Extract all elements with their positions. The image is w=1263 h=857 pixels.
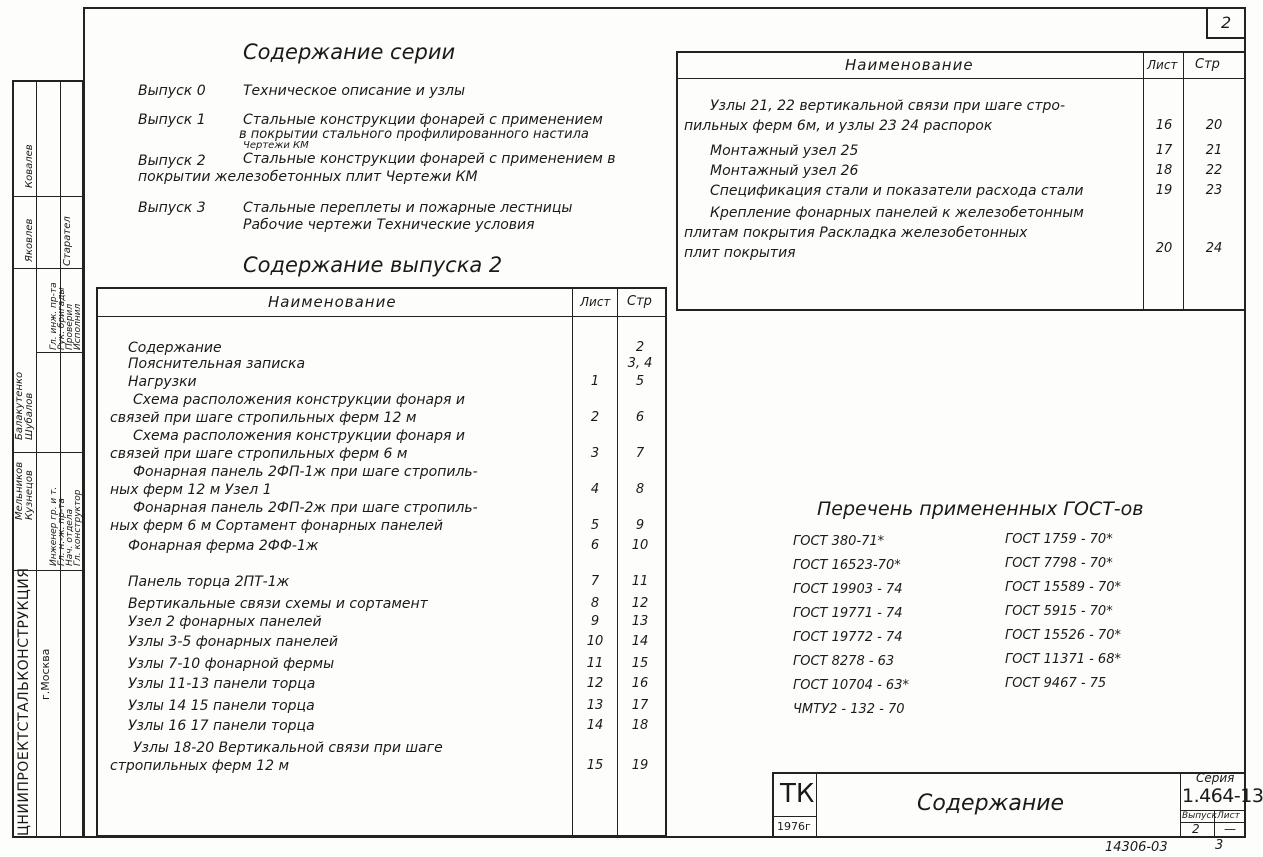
issue-row-text: Узлы 7-10 фонарной фермы bbox=[128, 656, 335, 672]
gost-item: ГОСТ 16523-70* bbox=[793, 558, 901, 573]
side-role: Рук. бригады bbox=[57, 287, 67, 350]
right-row-text: Монтажный узел 26 bbox=[710, 163, 859, 179]
issue-row-page: 12 bbox=[631, 596, 649, 611]
issue-row-page: 18 bbox=[631, 718, 649, 733]
gost-item: ГОСТ 19771 - 74 bbox=[793, 606, 903, 621]
issue-row-sheet: 4 bbox=[590, 482, 600, 497]
issue-row-page: 19 bbox=[631, 758, 649, 773]
series-vol-text: Техническое описание и узлы bbox=[243, 83, 466, 99]
right-row-text: плитам покрытия Раскладка железобетонных bbox=[684, 225, 1028, 241]
series-vol-label: Выпуск 0 bbox=[138, 83, 206, 99]
right-row-text: пильных ферм 6м, и узлы 23 24 распорок bbox=[684, 118, 993, 134]
issue-row-sheet: 11 bbox=[586, 656, 604, 671]
right-row-sheet: 17 bbox=[1155, 143, 1173, 158]
series-vol-text: Стальные конструкции фонарей с применением bbox=[243, 112, 603, 128]
issue-row-text: Фонарная панель 2ФП-1ж при шаге стропиль- bbox=[133, 464, 478, 480]
issue-row-sheet: 15 bbox=[586, 758, 604, 773]
issue-row-sheet: 8 bbox=[590, 596, 600, 611]
side-stamp-line bbox=[12, 268, 84, 269]
issue-row-text: связей при шаге стропильных ферм 12 м bbox=[110, 410, 417, 426]
title-block-line bbox=[772, 816, 816, 817]
issue-row-text: Узел 2 фонарных панелей bbox=[128, 614, 322, 630]
issue-row-page: 6 bbox=[635, 410, 645, 425]
issue-row-text: ных ферм 6 м Сортамент фонарных панелей bbox=[110, 518, 443, 534]
issue-row-page: 9 bbox=[635, 518, 645, 533]
issue-row-text: Узлы 11-13 панели торца bbox=[128, 676, 316, 692]
series-vol-label: Выпуск 2 bbox=[138, 153, 206, 169]
issue-row-page: 7 bbox=[635, 446, 645, 461]
title-block-code: ТК bbox=[780, 779, 815, 809]
footer-inventory: 14306-03 bbox=[1105, 840, 1168, 855]
series-vol-text: Стальные переплеты и пожарные лестницы bbox=[243, 200, 573, 216]
series-vol-text: Рабочие чертежи Технические условия bbox=[243, 217, 535, 233]
right-table-col-line bbox=[1183, 51, 1184, 311]
side-role: Гл. инж. пр-та bbox=[49, 282, 59, 350]
issue-row-text: Фонарная панель 2ФП-2ж при шаге стропиль- bbox=[133, 500, 478, 516]
issue-table-col-line bbox=[617, 287, 618, 837]
right-header-sheet: Лист bbox=[1147, 58, 1178, 72]
issue-row-text: Фонарная ферма 2ФФ-1ж bbox=[128, 538, 319, 554]
title-block-line bbox=[1180, 772, 1181, 838]
right-header-page: Стр bbox=[1195, 57, 1220, 72]
title-block-year: 1976г bbox=[777, 820, 811, 833]
issue-value: 2 bbox=[1192, 822, 1200, 836]
issue-row-text: Нагрузки bbox=[128, 374, 197, 390]
right-row-sheet: 20 bbox=[1155, 241, 1173, 256]
side-stamp-divider-2 bbox=[60, 80, 61, 838]
issue-row-page: 11 bbox=[631, 574, 649, 589]
issue-row-text: связей при шаге стропильных ферм 6 м bbox=[110, 446, 408, 462]
side-role: Инженер гр. и т. bbox=[49, 486, 59, 566]
right-row-page: 22 bbox=[1205, 163, 1223, 178]
title-block-line bbox=[816, 772, 817, 838]
side-name: Мельников bbox=[14, 461, 25, 520]
issue-row-page: 14 bbox=[631, 634, 649, 649]
issue-row-page: 5 bbox=[635, 374, 645, 389]
issue-row-text: Схема расположения конструкции фонаря и bbox=[133, 392, 465, 408]
side-stamp-divider bbox=[36, 80, 37, 838]
issue-row-sheet: 3 bbox=[590, 446, 600, 461]
title-block-title: Содержание bbox=[917, 791, 1065, 816]
series-vol-label: Выпуск 3 bbox=[138, 200, 206, 216]
gost-item: ГОСТ 8278 - 63 bbox=[793, 654, 895, 669]
right-row-page: 20 bbox=[1205, 118, 1223, 133]
issue-row-text: Узлы 3-5 фонарных панелей bbox=[128, 634, 338, 650]
gost-item: ГОСТ 10704 - 63* bbox=[793, 678, 909, 693]
side-role: Гл. н.-ж. пр-та bbox=[57, 498, 67, 566]
sheet-label: Лист bbox=[1217, 811, 1240, 821]
series-vol-text: покрытии железобетонных плит Чертежи КМ bbox=[138, 169, 478, 185]
issue-row-page: 16 bbox=[631, 676, 649, 691]
right-row-text: плит покрытия bbox=[684, 245, 796, 261]
issue-row-sheet: 6 bbox=[590, 538, 600, 553]
side-name: Шубалов bbox=[24, 392, 35, 440]
right-table-col-line bbox=[1143, 51, 1144, 311]
issue-row-text: Схема расположения конструкции фонаря и bbox=[133, 428, 465, 444]
right-contents-table bbox=[676, 51, 1246, 311]
issue-row-sheet: 1 bbox=[590, 374, 600, 389]
side-role: Нач. отдела bbox=[65, 508, 75, 566]
issue-row-text: ных ферм 12 м Узел 1 bbox=[110, 482, 272, 498]
footer-page: 3 bbox=[1215, 838, 1224, 853]
series-vol-text: в покрытии стального профилированного настила bbox=[239, 127, 589, 142]
gost-title: Перечень примененных ГОСТ-ов bbox=[817, 498, 1144, 520]
side-name: Яковлев bbox=[24, 218, 35, 262]
side-stamp-line bbox=[36, 352, 84, 353]
issue-row-sheet: 7 bbox=[590, 574, 600, 589]
series-label: Серия bbox=[1196, 771, 1235, 785]
gost-item: ГОСТ 1759 - 70* bbox=[1005, 532, 1113, 547]
issue-row-text: Пояснительная записка bbox=[128, 356, 306, 372]
series-vol-text: Стальные конструкции фонарей с применением в bbox=[243, 151, 616, 167]
issue-row-sheet: 10 bbox=[586, 634, 604, 649]
side-stamp-line bbox=[12, 196, 84, 197]
gost-item: ГОСТ 15589 - 70* bbox=[1005, 580, 1121, 595]
series-contents-title: Содержание серии bbox=[243, 40, 456, 64]
issue-row-text: Узлы 14 15 панели торца bbox=[128, 698, 315, 714]
right-row-page: 23 bbox=[1205, 183, 1223, 198]
series-vol-label: Выпуск 1 bbox=[138, 112, 206, 128]
right-row-text: Крепление фонарных панелей к железобетонным bbox=[710, 205, 1084, 221]
gost-item: ГОСТ 7798 - 70* bbox=[1005, 556, 1113, 571]
issue-table-col-line bbox=[572, 287, 573, 837]
issue-row-page: 15 bbox=[631, 656, 649, 671]
issue-row-text: Узлы 16 17 панели торца bbox=[128, 718, 315, 734]
issue-header-sheet: Лист bbox=[580, 295, 611, 309]
issue-row-page: 3, 4 bbox=[627, 356, 653, 371]
title-block-line bbox=[1180, 822, 1246, 823]
issue-row-page: 10 bbox=[631, 538, 649, 553]
issue-row-text: Панель торца 2ПТ-1ж bbox=[128, 574, 290, 590]
issue-header-page: Стр bbox=[627, 294, 652, 309]
side-name: Ковалев bbox=[24, 144, 35, 188]
issue-contents-title: Содержание выпуска 2 bbox=[243, 253, 503, 277]
issue-row-sheet: 13 bbox=[586, 698, 604, 713]
issue-row-text: Вертикальные связи схемы и сортамент bbox=[128, 596, 428, 612]
gost-item: ГОСТ 19903 - 74 bbox=[793, 582, 903, 597]
right-row-text: Монтажный узел 25 bbox=[710, 143, 859, 159]
side-role: Гл. конструктор bbox=[73, 489, 83, 566]
side-role: Старател bbox=[62, 216, 73, 266]
gost-item: ГОСТ 11371 - 68* bbox=[1005, 652, 1121, 667]
series-value: 1.464-13 bbox=[1182, 785, 1263, 807]
right-row-text: Узлы 21, 22 вертикальной связи при шаге стро- bbox=[710, 98, 1066, 114]
gost-item: ГОСТ 380-71* bbox=[793, 534, 885, 549]
gost-item: ЧМТУ2 - 132 - 70 bbox=[793, 702, 905, 717]
issue-table-header-line bbox=[96, 316, 667, 317]
right-row-sheet: 18 bbox=[1155, 163, 1173, 178]
side-stamp-line bbox=[12, 452, 84, 453]
issue-header-name: Наименование bbox=[268, 293, 397, 311]
issue-row-page: 8 bbox=[635, 482, 645, 497]
side-role: Исполнил bbox=[73, 303, 83, 350]
right-row-sheet: 19 bbox=[1155, 183, 1173, 198]
issue-row-page: 2 bbox=[635, 340, 645, 355]
issue-row-sheet: 9 bbox=[590, 614, 600, 629]
issue-row-sheet: 2 bbox=[590, 410, 600, 425]
side-name: Кузнецов bbox=[24, 470, 35, 520]
series-vol-text: Чертежи КМ bbox=[243, 140, 309, 151]
side-role: Проверил bbox=[65, 303, 75, 350]
issue-row-text: Узлы 18-20 Вертикальной связи при шаге bbox=[133, 740, 443, 756]
right-row-page: 21 bbox=[1205, 143, 1223, 158]
gost-item: ГОСТ 19772 - 74 bbox=[793, 630, 903, 645]
right-table-header-line bbox=[676, 78, 1246, 79]
right-row-text: Спецификация стали и показатели расхода стали bbox=[710, 183, 1084, 199]
issue-row-page: 17 bbox=[631, 698, 649, 713]
issue-row-sheet: 12 bbox=[586, 676, 604, 691]
gost-item: ГОСТ 5915 - 70* bbox=[1005, 604, 1113, 619]
gost-item: ГОСТ 15526 - 70* bbox=[1005, 628, 1121, 643]
right-row-sheet: 16 bbox=[1155, 118, 1173, 133]
issue-row-sheet: 14 bbox=[586, 718, 604, 733]
side-org-name: ЦНИИПРОЕКТСТАЛЬКОНСТРУКЦИЯ bbox=[16, 567, 32, 836]
issue-row-text: стропильных ферм 12 м bbox=[110, 758, 290, 774]
side-org-city: г.Москва bbox=[39, 648, 52, 700]
sheet-value: — bbox=[1224, 822, 1236, 836]
issue-label: Выпуск bbox=[1182, 811, 1217, 821]
page-number: 2 bbox=[1221, 13, 1232, 32]
side-name: Балакутенко bbox=[14, 371, 25, 440]
issue-row-text: Содержание bbox=[128, 340, 222, 356]
right-row-page: 24 bbox=[1205, 241, 1223, 256]
right-header-name: Наименование bbox=[845, 56, 974, 74]
issue-row-page: 13 bbox=[631, 614, 649, 629]
gost-item: ГОСТ 9467 - 75 bbox=[1005, 676, 1107, 691]
issue-row-sheet: 5 bbox=[590, 518, 600, 533]
